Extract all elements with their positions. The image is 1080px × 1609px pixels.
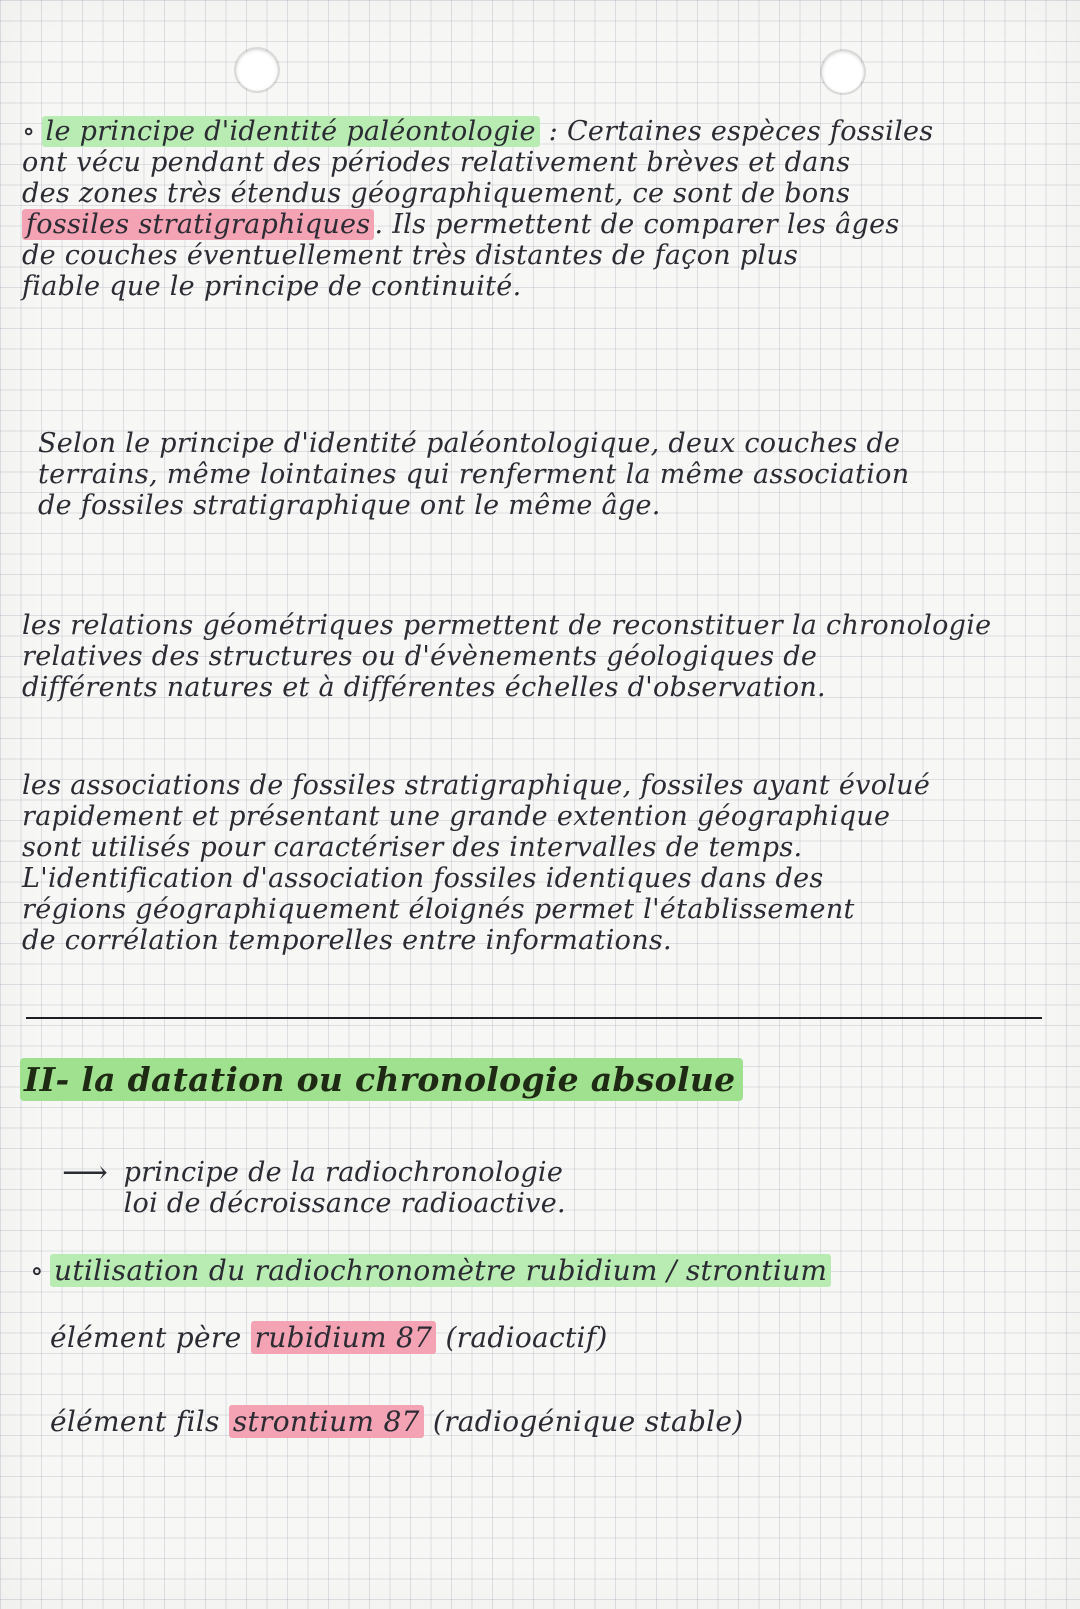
text-line: les relations géométriques permettent de reconstituer la chronologie (22, 610, 992, 641)
text-line: relatives des structures ou d'évènements géologiques de (22, 641, 818, 672)
text-line: ont vécu pendant des périodes relativement brèves et dans (22, 147, 851, 178)
element-pere-row (50, 1318, 608, 1358)
text-line: L'identification d'association fossiles identiques dans des (22, 863, 824, 894)
text-line: terrains, même lointaines qui renferment la même association (38, 459, 910, 490)
text-line: de couches éventuellement très distantes de façon plus (22, 240, 799, 271)
paragraph-identite-paleontologique (22, 116, 1058, 302)
text-line: rapidement et présentant une grande extention géographique (22, 801, 891, 832)
binder-hole-left (236, 49, 278, 91)
text-line: des zones très étendus géographiquement, ce sont de bons (22, 178, 851, 209)
divider-line (26, 1017, 1042, 1019)
element-fils-row (50, 1402, 744, 1442)
element-fils-value: strontium 87 (229, 1405, 424, 1438)
text-line: fossiles stratigraphiques . Ils permettent de comparer les âges (22, 209, 1058, 240)
bullet-icon: ∘ (30, 1254, 45, 1287)
text-line: différents natures et à différentes échelles d'observation. (22, 672, 826, 703)
section-heading (20, 1060, 743, 1099)
text-line: sont utilisés pour caractériser des intervalles de temps. (22, 832, 803, 863)
bullet-icon: ∘ (22, 116, 36, 147)
highlighted-term: fossiles stratigraphiques (22, 209, 374, 240)
text-line: ∘ le principe d'identité paléontologie : Certaines espèces fossiles (22, 116, 934, 147)
highlighted-term: le principe d'identité paléontologie (42, 116, 540, 147)
text-line: Selon le principe d'identité paléontologique, deux couches de (38, 428, 901, 459)
paragraph-associations-fossiles (22, 770, 1058, 956)
element-pere-label: élément père (50, 1321, 242, 1354)
arrow-note-text (124, 1157, 566, 1219)
text-line: principe de la radiochronologie (123, 1157, 564, 1188)
text-line: loi de décroissance radioactive. (123, 1188, 566, 1219)
arrow-right-icon: ⟶ (62, 1153, 109, 1191)
highlighted-term: utilisation du radiochronomètre rubidium / strontium (50, 1254, 831, 1287)
text-line: de fossiles stratigraphique ont le même âge. (38, 490, 661, 521)
element-pere-value: rubidium 87 (251, 1321, 437, 1354)
element-fils-label: élément fils (50, 1405, 220, 1438)
text-line: de corrélation temporelles entre informations. (22, 925, 672, 956)
section-heading-text: II- la datation ou chronologie absolue (20, 1058, 743, 1101)
binder-hole-right (822, 51, 864, 93)
paragraph-relations-geometriques (22, 610, 1058, 703)
text-line: fiable que le principe de continuité. (22, 271, 522, 302)
arrow-note (62, 1153, 566, 1219)
text-line: les associations de fossiles stratigraphique, fossiles ayant évolué (22, 770, 931, 801)
element-pere-note: (radioactif) (445, 1321, 608, 1354)
paragraph-selon-principe (38, 428, 1074, 521)
text-line: régions géographiquement éloignés permet l'établissement (22, 894, 855, 925)
element-fils-note: (radiogénique stable) (432, 1405, 744, 1438)
bullet-item (30, 1255, 1066, 1286)
